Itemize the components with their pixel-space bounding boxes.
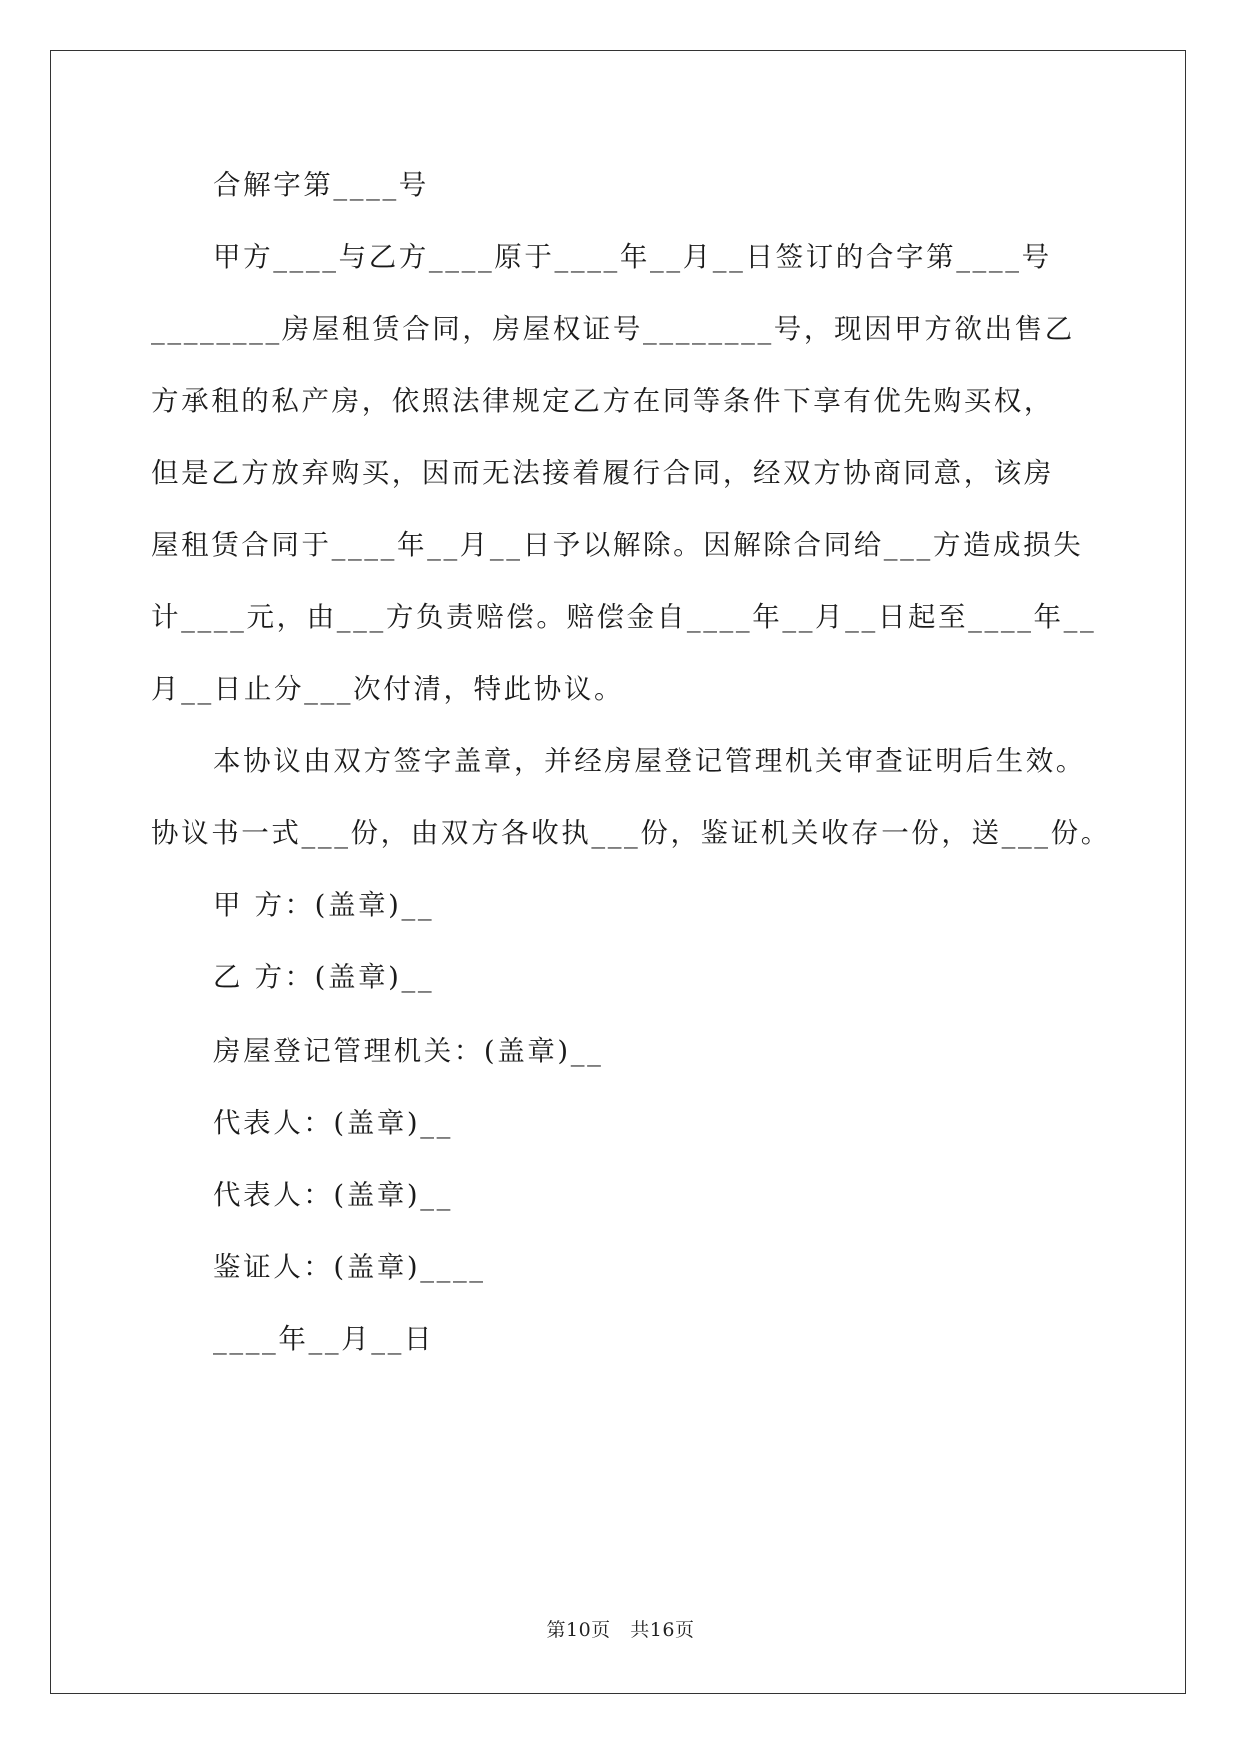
paragraph-line: 月__日止分___次付清，特此协议。 bbox=[151, 673, 625, 705]
paragraph-line: 计____元，由___方负责赔偿。赔偿金自____年__月__日起至____年__ bbox=[151, 601, 1097, 633]
paragraph-line: 协议书一式___份，由双方各收执___份，鉴证机关收存一份，送___份。 bbox=[151, 817, 1111, 849]
signature-line-party-b: 乙 方：(盖章)__ bbox=[213, 961, 435, 993]
paragraph-line: 方承租的私产房，依照法律规定乙方在同等条件下享有优先购买权， bbox=[151, 385, 1054, 417]
signature-line-party-a: 甲 方：(盖章)__ bbox=[213, 889, 435, 921]
paragraph-line: 甲方____与乙方____原于____年__月__日签订的合字第____号 bbox=[213, 241, 1052, 273]
signature-line-authority: 房屋登记管理机关：(盖章)__ bbox=[213, 1035, 604, 1067]
paragraph-line: 屋租赁合同于____年__月__日予以解除。因解除合同给___方造成损失 bbox=[151, 529, 1084, 561]
paragraph-line: ________房屋租赁合同，房屋权证号________号，现因甲方欲出售乙 bbox=[151, 313, 1075, 345]
paragraph-line: 本协议由双方签字盖章，并经房屋登记管理机关审查证明后生效。 bbox=[213, 745, 1086, 777]
date-line: ____年__月__日 bbox=[213, 1323, 435, 1355]
signature-line-representative: 代表人：(盖章)__ bbox=[213, 1179, 453, 1211]
page-number: 第10页 共16页 bbox=[546, 1619, 695, 1641]
paragraph-line: 但是乙方放弃购买，因而无法接着履行合同，经双方协商同意，该房 bbox=[151, 457, 1054, 489]
signature-line-representative: 代表人：(盖章)__ bbox=[213, 1107, 453, 1139]
page-border bbox=[50, 50, 1186, 1694]
document-number-line: 合解字第____号 bbox=[213, 169, 429, 201]
signature-line-witness: 鉴证人：(盖章)____ bbox=[213, 1251, 486, 1283]
